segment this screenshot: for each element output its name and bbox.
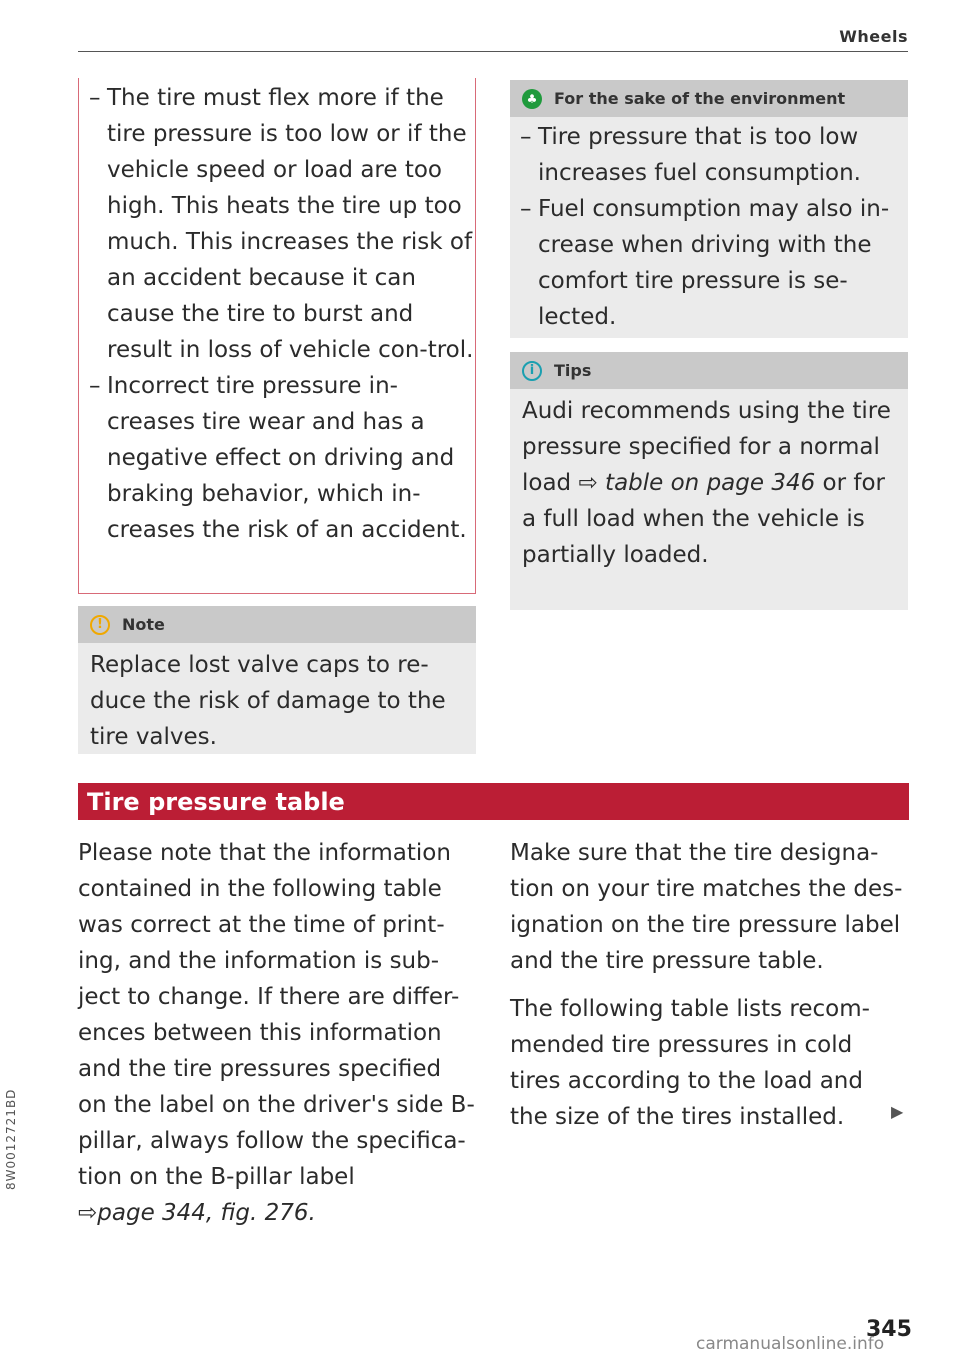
note-body: Replace lost valve caps to re-duce the risk of damage to the tire valves. xyxy=(90,652,446,750)
environment-box xyxy=(510,80,908,338)
tips-title: Tips xyxy=(554,361,592,380)
environment-item-text: Tire pressure that is too low increases fuel consumption. xyxy=(538,124,861,186)
running-header-title: Wheels xyxy=(839,27,908,46)
right-paragraph: The following table lists recom-mended tire pressures in cold tires according to the load and the size of the tires installed. xyxy=(510,996,870,1130)
figure-page-link[interactable]: ⇨page 344, fig. 276. xyxy=(78,1200,316,1226)
tips-header xyxy=(510,352,908,389)
environment-title: For the sake of the environment xyxy=(554,89,846,108)
note-box xyxy=(78,606,476,754)
warning-item-text: Incorrect tire pressure in-creases tire wear and has a negative effect on driving and braking behavior, which in-creases the risk of an accident. xyxy=(107,373,467,543)
environment-header xyxy=(510,80,908,117)
warning-item: – The tire must flex more if the tire pressure is too low or if the vehicle speed or load are too high. This heats the tire up too much. This increases the risk of an accident because it can cause the tire to burst and result in loss of vehicle con-trol. xyxy=(89,85,474,363)
section-title: Tire pressure table xyxy=(78,783,909,820)
environment-item-text: Fuel consumption may also in-crease when driving with the comfort tire pressure is se-lected. xyxy=(538,196,890,330)
watermark: carmanualsonline.info xyxy=(696,1334,885,1354)
tips-box xyxy=(510,352,908,610)
tips-page-link[interactable]: ⇨ table on page 346 xyxy=(578,470,816,496)
warning-item: – Incorrect tire pressure in-creases tire wear and has a negative effect on driving and braking behavior, which in-creases the risk of an accident. xyxy=(89,373,467,543)
environment-item: – Fuel consumption may also in-crease when driving with the comfort tire pressure is se-lected. xyxy=(520,196,890,330)
note-title: Note xyxy=(122,615,165,634)
exclamation-icon: ! xyxy=(90,615,110,635)
right-paragraph: Make sure that the tire designa-tion on your tire matches the des-ignation on the tire pressure label and the tire pressure table. xyxy=(510,840,903,974)
note-header xyxy=(78,606,476,643)
document-code: 8W0012721BD xyxy=(4,1088,18,1190)
header-rule xyxy=(78,51,908,52)
tips-body: Audi recommends using the tire pressure specified for a normal load ⇨ table on page 346 or for a full load when the vehicle is partially loaded. xyxy=(522,398,891,568)
environment-item: – Tire pressure that is too low increases fuel consumption. xyxy=(520,124,861,186)
info-icon: i xyxy=(522,361,542,381)
continue-arrow-icon: ▶ xyxy=(891,1102,904,1121)
warning-item-text: The tire must flex more if the tire pressure is too low or if the vehicle speed or load are too high. This heats the tire up too much. This increases the risk of an accident because it can cause the tire to burst and result in loss of vehicle con-trol. xyxy=(107,85,474,363)
warning-box xyxy=(78,78,476,594)
leaf-icon: ♣ xyxy=(522,89,542,109)
page-number: 345 xyxy=(866,1317,912,1342)
left-paragraph: Please note that the information contained in the following table was correct at the time of print-ing, and the information is sub-ject to change. If there are differ-ences between this information and the tire pressures specified on the label on the driver's side B-pillar, always follow the specifica-tion on the B-pillar label ⇨page 344, fig. 276. xyxy=(78,840,475,1226)
